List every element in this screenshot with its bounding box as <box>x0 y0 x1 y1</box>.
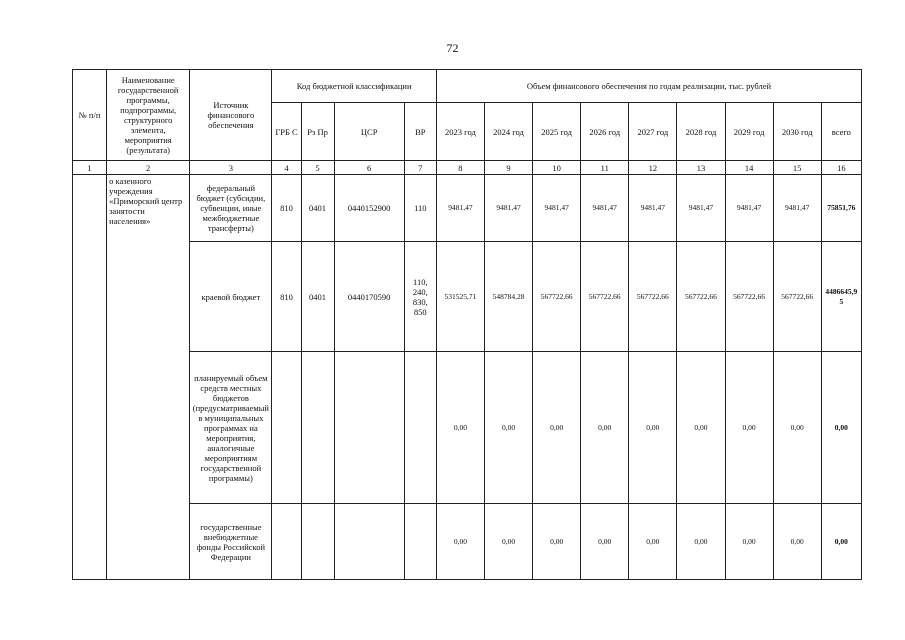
funding-source: государственные внебюджетные фонды Российской Федерации <box>190 504 272 580</box>
funding-source: краевой бюджет <box>190 242 272 352</box>
year-value: 9481,47 <box>533 175 581 242</box>
year-value: 548784,28 <box>484 242 532 352</box>
column-number: 2 <box>107 161 190 175</box>
header-year: 2024 год <box>484 103 532 161</box>
year-value: 0,00 <box>629 352 677 504</box>
column-number: 6 <box>334 161 404 175</box>
year-value: 9481,47 <box>677 175 725 242</box>
row-number-cell <box>73 175 107 580</box>
year-value: 0,00 <box>436 504 484 580</box>
column-number: 8 <box>436 161 484 175</box>
year-value: 567722,66 <box>725 242 773 352</box>
year-value: 0,00 <box>677 504 725 580</box>
code-csr <box>334 504 404 580</box>
table-row <box>73 352 862 504</box>
year-value: 0,00 <box>533 352 581 504</box>
year-value: 9481,47 <box>581 175 629 242</box>
header-code-rzpr: Рз Пр <box>301 103 334 161</box>
column-number: 13 <box>677 161 725 175</box>
column-number: 1 <box>73 161 107 175</box>
year-value: 567722,66 <box>773 242 821 352</box>
header-year: 2025 год <box>533 103 581 161</box>
code-rzpr: 0401 <box>301 242 334 352</box>
column-number: 9 <box>484 161 532 175</box>
header-funding-source: Источник финансового обеспечения <box>190 70 272 161</box>
header-funding-volume: Объем финансового обеспечения по годам реализации, тыс. рублей <box>436 70 861 103</box>
header-code-csr: ЦСР <box>334 103 404 161</box>
code-grbs: 810 <box>272 242 301 352</box>
code-csr <box>334 352 404 504</box>
header-budget-code: Код бюджетной классификации <box>272 70 436 103</box>
year-value: 0,00 <box>725 352 773 504</box>
code-vr <box>404 352 436 504</box>
year-value: 9481,47 <box>773 175 821 242</box>
header-year: 2030 год <box>773 103 821 161</box>
funding-source: планируемый объем средств местных бюджетов (предусматриваемый в муниципальных программах на мероприятия, аналогичные мероприятиям государственной программы) <box>190 352 272 504</box>
year-value: 567722,66 <box>677 242 725 352</box>
header-year: 2028 год <box>677 103 725 161</box>
column-number: 11 <box>581 161 629 175</box>
year-value: 0,00 <box>581 504 629 580</box>
header-program-name: Наименование государственной программы, подпрограммы, структурного элемента, мероприятия (результата) <box>107 70 190 161</box>
code-vr: 110, 240, 830, 850 <box>404 242 436 352</box>
year-value: 567722,66 <box>581 242 629 352</box>
entity-name: о казенного учреждения «Приморский центр занятости населения» <box>107 175 190 580</box>
column-number: 10 <box>533 161 581 175</box>
code-grbs: 810 <box>272 175 301 242</box>
code-csr: 0440170590 <box>334 242 404 352</box>
year-value: 531525,71 <box>436 242 484 352</box>
year-value: 9481,47 <box>629 175 677 242</box>
code-rzpr: 0401 <box>301 175 334 242</box>
table-row <box>73 504 862 580</box>
year-value: 0,00 <box>773 352 821 504</box>
column-number: 5 <box>301 161 334 175</box>
year-value: 0,00 <box>484 504 532 580</box>
column-number: 12 <box>629 161 677 175</box>
year-value: 0,00 <box>581 352 629 504</box>
header-num: № п/п <box>73 70 107 161</box>
year-value: 0,00 <box>677 352 725 504</box>
page-number: 72 <box>446 41 459 55</box>
column-number: 7 <box>404 161 436 175</box>
header-year: 2029 год <box>725 103 773 161</box>
code-grbs <box>272 352 301 504</box>
column-number: 16 <box>821 161 861 175</box>
year-value: 0,00 <box>484 352 532 504</box>
total-value: 75851,76 <box>821 175 861 242</box>
code-grbs <box>272 504 301 580</box>
year-value: 0,00 <box>773 504 821 580</box>
header-code-vr: ВР <box>404 103 436 161</box>
column-number: 14 <box>725 161 773 175</box>
header-year: 2026 год <box>581 103 629 161</box>
column-number: 4 <box>272 161 301 175</box>
budget-table <box>72 69 862 580</box>
code-rzpr <box>301 504 334 580</box>
code-vr <box>404 504 436 580</box>
column-number: 15 <box>773 161 821 175</box>
total-value: 0,00 <box>821 352 861 504</box>
year-value: 567722,66 <box>629 242 677 352</box>
header-code-grbs: ГРБ С <box>272 103 301 161</box>
total-value: 4486645,95 <box>821 242 861 352</box>
header-year: 2023 год <box>436 103 484 161</box>
table-row <box>73 242 862 352</box>
column-number: 3 <box>190 161 272 175</box>
year-value: 0,00 <box>436 352 484 504</box>
total-value: 0,00 <box>821 504 861 580</box>
header-total: всего <box>821 103 861 161</box>
code-vr: 110 <box>404 175 436 242</box>
year-value: 0,00 <box>725 504 773 580</box>
table-row <box>73 175 862 242</box>
year-value: 9481,47 <box>725 175 773 242</box>
code-rzpr <box>301 352 334 504</box>
year-value: 9481,47 <box>484 175 532 242</box>
year-value: 0,00 <box>533 504 581 580</box>
year-value: 567722,66 <box>533 242 581 352</box>
code-csr: 0440152900 <box>334 175 404 242</box>
year-value: 9481,47 <box>436 175 484 242</box>
funding-source: федеральный бюджет (субсидии, субвенции, иные межбюджетные трансферты) <box>190 175 272 242</box>
header-year: 2027 год <box>629 103 677 161</box>
year-value: 0,00 <box>629 504 677 580</box>
